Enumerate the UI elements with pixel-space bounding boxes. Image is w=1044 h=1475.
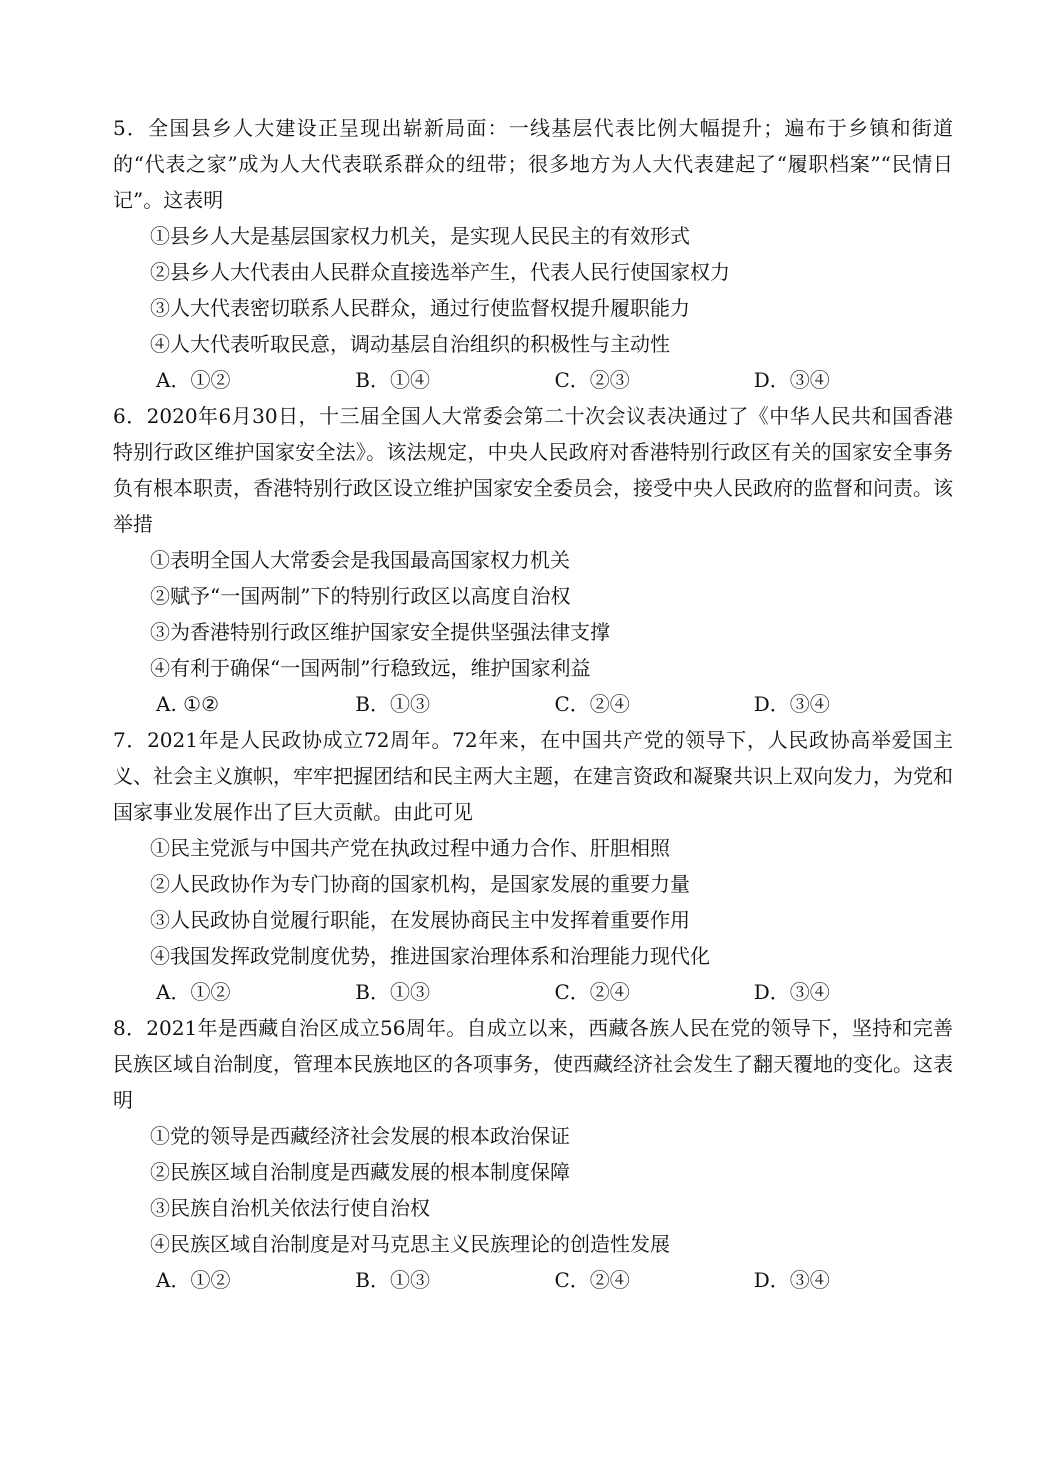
statement-3: ③人大代表密切联系人民群众，通过行使监督权提升履职能力 <box>150 296 690 320</box>
choice-b[interactable]: B．①③ <box>355 692 430 716</box>
statement-1: ①民主党派与中国共产党在执政过程中通力合作、肝胆相照 <box>150 836 670 860</box>
statement-4: ④我国发挥政党制度优势，推进国家治理体系和治理能力现代化 <box>150 944 710 968</box>
answer-choices <box>113 974 953 1010</box>
statement-1: ①表明全国人大常委会是我国最高国家权力机关 <box>150 548 570 572</box>
choice-c[interactable]: C．②④ <box>554 1268 630 1292</box>
question-6 <box>113 398 953 722</box>
question-stem: 5．全国县乡人大建设正呈现出崭新局面：一线基层代表比例大幅提升；遍布于乡镇和街道的“代表之家”成为人大代表联系群众的纽带；很多地方为人大代表建起了“履职档案”“民情日记”。这表明 <box>113 116 953 212</box>
choice-c[interactable]: C．②④ <box>554 692 630 716</box>
statement-2: ②人民政协作为专门协商的国家机构，是国家发展的重要力量 <box>150 872 690 896</box>
question-stem: 7．2021年是人民政协成立72周年。72年来，在中国共产党的领导下，人民政协高举爱国主义、社会主义旗帜，牢牢把握团结和民主两大主题，在建言资政和凝聚共识上双向发力，为党和国家事业发展作出了巨大贡献。由此可见 <box>113 728 953 824</box>
choice-b[interactable]: B．①③ <box>355 980 430 1004</box>
statement-2: ②县乡人大代表由人民群众直接选举产生，代表人民行使国家权力 <box>150 260 730 284</box>
statement-1: ①党的领导是西藏经济社会发展的根本政治保证 <box>150 1124 570 1148</box>
answer-choices <box>113 1262 953 1298</box>
answer-choices <box>113 686 953 722</box>
choice-c[interactable]: C．②③ <box>554 368 630 392</box>
choice-d[interactable]: D．③④ <box>753 368 830 392</box>
statement-3: ③为香港特别行政区维护国家安全提供坚强法律支撑 <box>150 620 610 644</box>
exam-page <box>113 110 953 1298</box>
choice-d[interactable]: D．③④ <box>753 1268 830 1292</box>
choice-a[interactable]: A．①② <box>156 368 231 392</box>
statement-2: ②赋予“一国两制”下的特别行政区以高度自治权 <box>150 584 571 608</box>
choice-b[interactable]: B．①④ <box>355 368 430 392</box>
choice-a[interactable]: A．①② <box>156 1268 231 1292</box>
choice-d[interactable]: D．③④ <box>753 980 830 1004</box>
statement-3: ③民族自治机关依法行使自治权 <box>150 1196 430 1220</box>
question-stem: 6．2020年6月30日，十三届全国人大常委会第二十次会议表决通过了《中华人民共和国香港特别行政区维护国家安全法》。该法规定，中央人民政府对香港特别行政区有关的国家安全事务负有根本职责，香港特别行政区设立维护国家安全委员会，接受中央人民政府的监督和问责。该举措 <box>113 404 953 536</box>
statement-4: ④人大代表听取民意，调动基层自治组织的积极性与主动性 <box>150 332 670 356</box>
choice-c[interactable]: C．②④ <box>554 980 630 1004</box>
question-stem: 8．2021年是西藏自治区成立56周年。自成立以来，西藏各族人民在党的领导下，坚持和完善民族区域自治制度，管理本民族地区的各项事务，使西藏经济社会发生了翻天覆地的变化。这表明 <box>113 1016 953 1112</box>
statement-4: ④民族区域自治制度是对马克思主义民族理论的创造性发展 <box>150 1232 670 1256</box>
statement-4: ④有利于确保“一国两制”行稳致远，维护国家利益 <box>150 656 591 680</box>
statement-1: ①县乡人大是基层国家权力机关，是实现人民民主的有效形式 <box>150 224 690 248</box>
choice-b[interactable]: B．①③ <box>355 1268 430 1292</box>
choice-a[interactable]: A. ①② <box>156 692 220 716</box>
choice-a[interactable]: A．①② <box>156 980 231 1004</box>
choice-d[interactable]: D．③④ <box>753 692 830 716</box>
statement-3: ③人民政协自觉履行职能，在发展协商民主中发挥着重要作用 <box>150 908 690 932</box>
statement-2: ②民族区域自治制度是西藏发展的根本制度保障 <box>150 1160 570 1184</box>
question-5 <box>113 110 953 398</box>
question-7 <box>113 722 953 1010</box>
question-8 <box>113 1010 953 1298</box>
answer-choices <box>113 362 953 398</box>
